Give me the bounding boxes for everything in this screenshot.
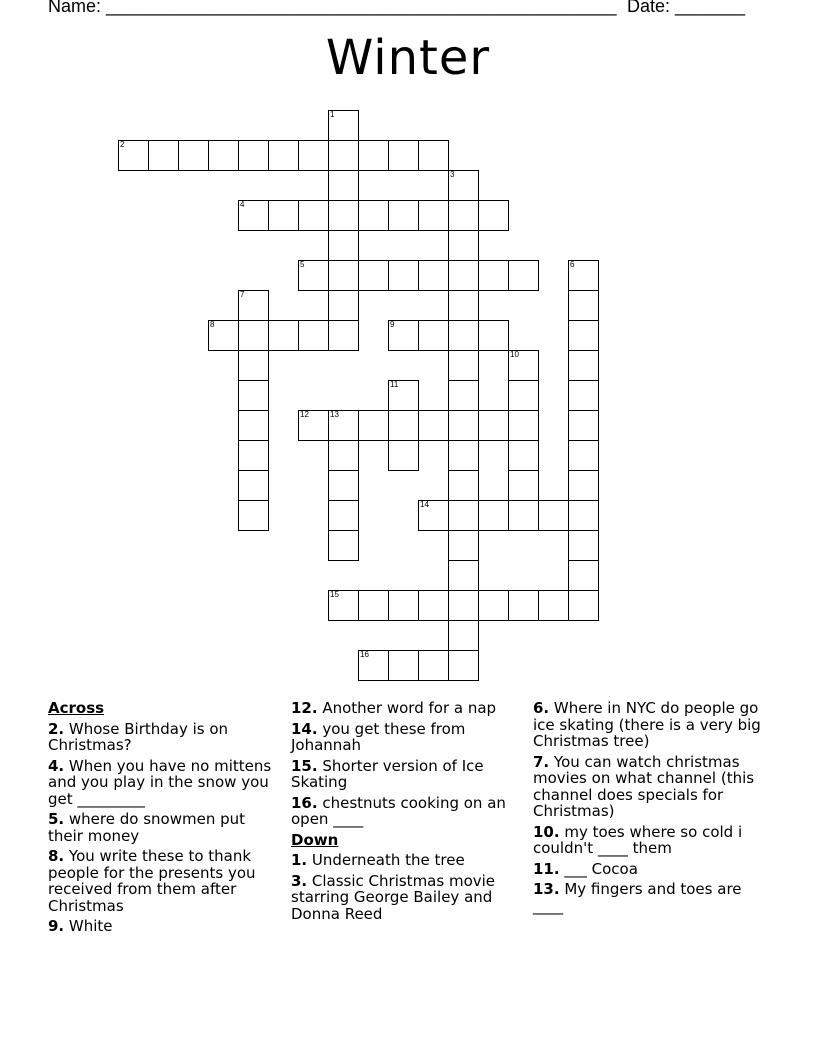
clue-item [533,700,773,750]
clue-item-text: where do snowmen put their money [48,810,246,845]
grid-cell[interactable] [418,590,449,621]
grid-cell[interactable] [358,410,389,441]
grid-cell[interactable] [238,290,269,321]
grid-cell[interactable] [328,500,359,531]
grid-cell[interactable] [448,530,479,561]
grid-cell[interactable] [298,260,329,291]
clue-item-number: 2. [48,719,65,738]
clue-item-number: 4. [48,756,65,775]
across-clue-list-continued [291,700,521,828]
grid-cell[interactable] [118,140,149,171]
clue-column-across [48,700,278,939]
clue-column-down [533,700,773,918]
grid-cell[interactable] [508,590,539,621]
grid-cell[interactable] [328,320,359,351]
clue-number: 16 [360,650,369,659]
grid-cell[interactable] [418,200,449,231]
grid-cell[interactable] [268,140,299,171]
grid-cell[interactable] [268,320,299,351]
grid-cell[interactable] [388,440,419,471]
clue-item-text: Underneath the tree [307,851,465,869]
clue-item [291,700,521,717]
grid-cell[interactable] [238,380,269,411]
clue-item [291,873,521,923]
clue-item [291,758,521,791]
grid-cell[interactable] [358,260,389,291]
grid-cell[interactable] [328,230,359,261]
grid-cell[interactable] [328,200,359,231]
grid-cell[interactable] [448,380,479,411]
clue-item-number: 15. [291,756,318,775]
grid-cell[interactable] [328,590,359,621]
grid-cell[interactable] [448,560,479,591]
grid-cell[interactable] [328,410,359,441]
grid-cell[interactable] [568,470,599,501]
grid-cell[interactable] [568,440,599,471]
grid-cell[interactable] [448,170,479,201]
clue-number: 6 [570,260,575,269]
grid-cell[interactable] [478,590,509,621]
grid-cell[interactable] [448,350,479,381]
grid-cell[interactable] [388,200,419,231]
clue-item-number: 9. [48,917,65,935]
clue-item [48,758,278,808]
clue-item [48,918,278,935]
grid-cell[interactable] [448,650,479,681]
clue-item-number: 6. [533,699,550,717]
grid-cell[interactable] [238,470,269,501]
clue-item [48,848,278,914]
clue-item-number: 12. [291,699,318,717]
clue-item-number: 8. [48,847,65,865]
grid-cell[interactable] [508,470,539,501]
grid-cell[interactable] [448,260,479,291]
clue-number: 7 [240,290,245,299]
grid-cell[interactable] [448,620,479,651]
clue-number: 2 [120,140,125,149]
grid-cell[interactable] [178,140,209,171]
grid-cell[interactable] [328,290,359,321]
clue-item [291,852,521,869]
clue-item [533,861,773,878]
grid-cell[interactable] [418,140,449,171]
grid-cell[interactable] [478,320,509,351]
grid-cell[interactable] [358,590,389,621]
grid-cell[interactable] [568,260,599,291]
grid-cell[interactable] [448,440,479,471]
grid-cell[interactable] [478,260,509,291]
grid-cell[interactable] [388,590,419,621]
down-clue-list-continued [533,700,773,914]
grid-cell[interactable] [238,350,269,381]
date-field-label: Date: _______ [627,0,746,16]
grid-cell[interactable] [448,290,479,321]
clue-number: 8 [210,320,215,329]
clue-number: 15 [330,590,339,599]
grid-cell[interactable] [478,200,509,231]
clue-item-number: 11. [533,859,560,878]
grid-cell[interactable] [238,320,269,351]
clue-number: 4 [240,200,245,209]
grid-cell[interactable] [448,590,479,621]
grid-cell[interactable] [568,500,599,531]
name-field-label: Name: ___________________________________________________ [48,0,617,16]
grid-cell[interactable] [538,590,569,621]
grid-cell[interactable] [568,560,599,591]
clue-item-number: 16. [291,793,318,812]
grid-cell[interactable] [448,200,479,231]
clue-item [533,824,773,857]
clue-number: 10 [510,350,519,359]
grid-cell[interactable] [298,410,329,441]
grid-cell[interactable] [418,320,449,351]
clue-item-number: 3. [291,871,308,890]
grid-cell[interactable] [418,260,449,291]
clue-item-text: My fingers and toes are ____ [533,880,742,915]
grid-cell[interactable] [238,440,269,471]
grid-cell[interactable] [508,410,539,441]
grid-cell[interactable] [568,530,599,561]
clue-item [533,754,773,820]
grid-cell[interactable] [238,500,269,531]
grid-cell[interactable] [508,440,539,471]
grid-cell[interactable] [388,320,419,351]
grid-cell[interactable] [388,650,419,681]
grid-cell[interactable] [388,410,419,441]
grid-cell[interactable] [568,320,599,351]
grid-cell[interactable] [148,140,179,171]
grid-cell[interactable] [388,140,419,171]
grid-cell[interactable] [238,410,269,441]
clue-column-middle [291,700,521,926]
across-heading: Across [48,699,105,717]
clue-item-text: White [64,917,113,935]
grid-cell[interactable] [298,320,329,351]
grid-cell[interactable] [568,590,599,621]
clue-item-text: Classic Christmas movie starring George Bailey and Donna Reed [291,871,496,923]
clue-item-text: Another word for a nap [317,699,497,717]
grid-cell[interactable] [568,380,599,411]
grid-cell[interactable] [538,500,569,531]
grid-cell[interactable] [328,140,359,171]
grid-cell[interactable] [328,470,359,501]
clue-item-text: my toes where so cold i couldn't ____ them [533,822,743,857]
grid-cell[interactable] [328,440,359,471]
clue-item-text: You write these to thank people for the presents you received from them after Christmas [48,847,256,915]
clue-item [533,881,773,914]
grid-cell[interactable] [418,650,449,681]
grid-cell[interactable] [448,410,479,441]
clue-item-text: Shorter version of Ice Skating [291,756,484,791]
grid-cell[interactable] [298,140,329,171]
grid-cell[interactable] [448,500,479,531]
clue-item [48,721,278,754]
grid-cell[interactable] [478,500,509,531]
clue-item-text: chestnuts cooking on an open ____ [291,793,506,828]
clue-number: 9 [390,320,395,329]
grid-cell[interactable] [358,650,389,681]
clue-number: 1 [330,110,335,119]
grid-cell[interactable] [328,170,359,201]
grid-cell[interactable] [208,320,239,351]
grid-cell[interactable] [448,470,479,501]
clue-item-text: ___ Cocoa [559,859,638,878]
grid-cell[interactable] [358,140,389,171]
grid-cell[interactable] [568,410,599,441]
clue-item-number: 14. [291,719,318,738]
clue-item-number: 5. [48,810,65,828]
grid-cell[interactable] [328,110,359,141]
clue-item-number: 7. [533,752,550,771]
down-clue-list [291,852,521,922]
clue-item-number: 10. [533,822,560,841]
grid-cell[interactable] [238,200,269,231]
grid-cell[interactable] [508,260,539,291]
clue-number: 11 [390,380,399,389]
clue-item-text: You can watch christmas movies on what channel (this channel does specials for Christmas) [533,752,755,820]
grid-cell[interactable] [358,200,389,231]
grid-cell[interactable] [388,380,419,411]
grid-cell[interactable] [448,320,479,351]
clue-item-text: Whose Birthday is on Christmas? [48,719,229,754]
clue-item-number: 1. [291,851,308,869]
grid-cell[interactable] [508,500,539,531]
grid-cell[interactable] [328,260,359,291]
grid-cell[interactable] [328,530,359,561]
clue-item [291,721,521,754]
grid-cell[interactable] [448,230,479,261]
clue-item-text: Where in NYC do people go ice skating (there is a very big Christmas tree) [533,699,761,750]
grid-cell[interactable] [208,140,239,171]
grid-cell[interactable] [298,200,329,231]
clue-item-text: you get these from Johannah [291,719,466,754]
clue-number: 14 [420,500,429,509]
clue-number: 3 [450,170,455,179]
grid-cell[interactable] [568,290,599,321]
clue-item-number: 13. [533,880,560,898]
grid-cell[interactable] [238,140,269,171]
grid-cell[interactable] [268,200,299,231]
clue-item [291,795,521,828]
grid-cell[interactable] [508,350,539,381]
across-clue-list [48,721,278,935]
down-heading: Down [291,830,339,849]
clue-number: 5 [300,260,305,269]
clue-number: 12 [300,410,309,419]
clue-item [48,811,278,844]
clue-number: 13 [330,410,339,419]
clue-item-text: When you have no mittens and you play in the snow you get _________ [48,756,272,808]
grid-cell[interactable] [388,260,419,291]
grid-cell[interactable] [478,410,509,441]
grid-cell[interactable] [568,350,599,381]
puzzle-title: Winter [325,30,491,86]
grid-cell[interactable] [418,410,449,441]
grid-cell[interactable] [508,380,539,411]
grid-cell[interactable] [418,500,449,531]
